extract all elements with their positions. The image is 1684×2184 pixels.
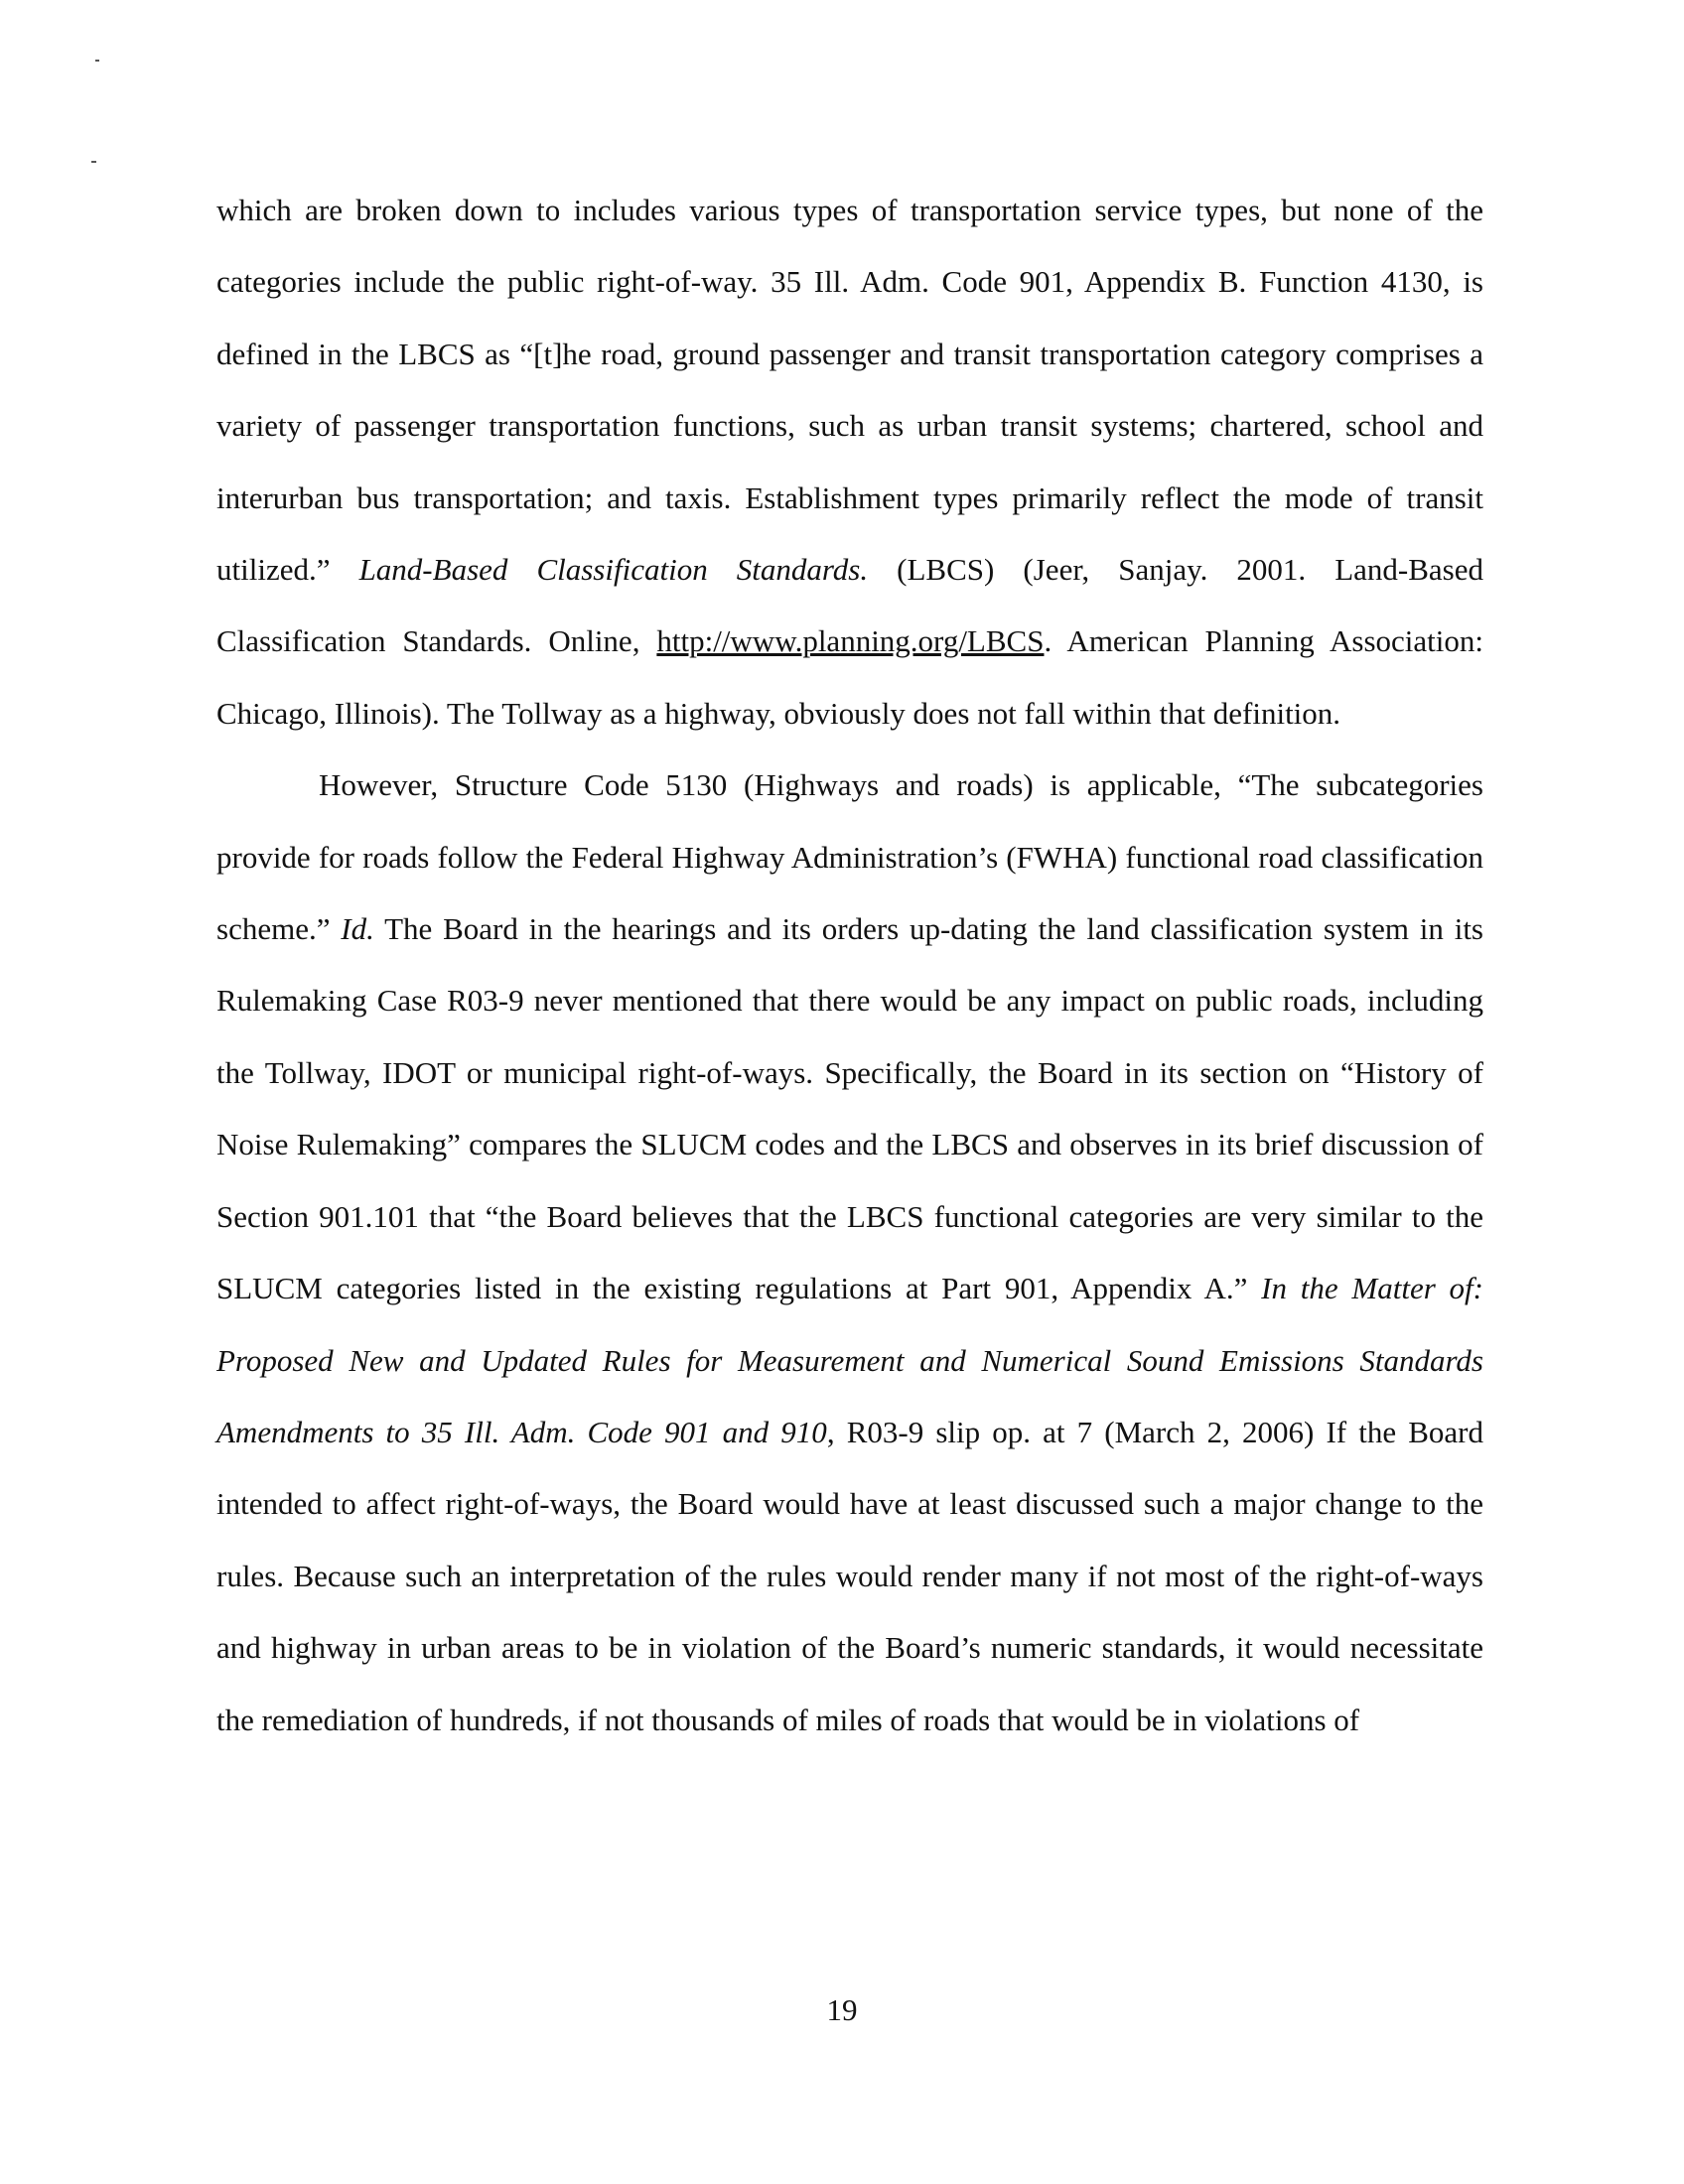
scan-speck bbox=[91, 161, 96, 163]
text-segment: , R03-9 slip op. at 7 (March 2, 2006) If the Board intended to affect right-of-ways, the Board would have at least discussed such a major change to the rules. Because such an interpretation of the rules would render many if not most of the right-of-ways and highway in urban areas to be in violation of the Board’s numeric standards, it would necessitate the remediation of hundreds, if not thousands of miles of roads that would be in violations of bbox=[216, 1414, 1483, 1737]
paragraph-2 bbox=[216, 750, 1483, 1756]
italic-citation: Land-Based Classification Standards. bbox=[358, 552, 869, 588]
text-segment: (LBCS) (Jeer, Sanjay. 2001. Land-Based Classification Standards. Online, bbox=[216, 552, 1484, 659]
italic-citation: Id. bbox=[341, 911, 374, 947]
text-segment: However, Structure Code 5130 (Highways and roads) is applicable, “The subcategories provide for roads follow the Federal Highway Administration’s (FWHA) functional road classification scheme.” bbox=[216, 767, 1483, 947]
text-segment: The Board in the hearings and its orders up-dating the land classification system in its Rulemaking Case R03-9 never mentioned that there would be any impact on public roads, including the Tollway, IDOT or municipal right-of-ways. Specifically, the Board in its section on “History of Noise Rulemaking” compares the SLUCM codes and the LBCS and observes in its brief discussion of Section 901.101 that “the Board believes that the LBCS functional categories are very similar to the SLUCM categories listed in the existing regulations at Part 901, Appendix A.” bbox=[216, 911, 1483, 1306]
scan-speck bbox=[95, 60, 99, 62]
paragraph-1 bbox=[216, 175, 1483, 750]
text-segment: . American Planning Association: Chicago, Illinois). The Tollway as a highway, obviously does not fall within that definition. bbox=[216, 623, 1483, 731]
page-number: 19 bbox=[826, 1992, 858, 2027]
url-link[interactable]: http://www.planning.org/LBCS bbox=[656, 623, 1045, 659]
italic-case-title: In the Matter of: Proposed New and Updated Rules for Measurement and Numerical Sound Emissions Standards Amendments to 35 Ill. Adm. Code 901 and 910 bbox=[216, 1271, 1483, 1449]
body-text bbox=[216, 175, 1483, 1756]
text-segment: which are broken down to includes various types of transportation service types, but none of the categories include the public right-of-way. 35 Ill. Adm. Code 901, Appendix B. Function 4130, is defined in the LBCS as “[t]he road, ground passenger and transit transportation category comprises a variety of passenger transportation functions, such as urban transit systems; chartered, school and interurban bus transportation; and taxis. Establishment types primarily reflect the mode of transit utilized.” bbox=[216, 193, 1483, 588]
